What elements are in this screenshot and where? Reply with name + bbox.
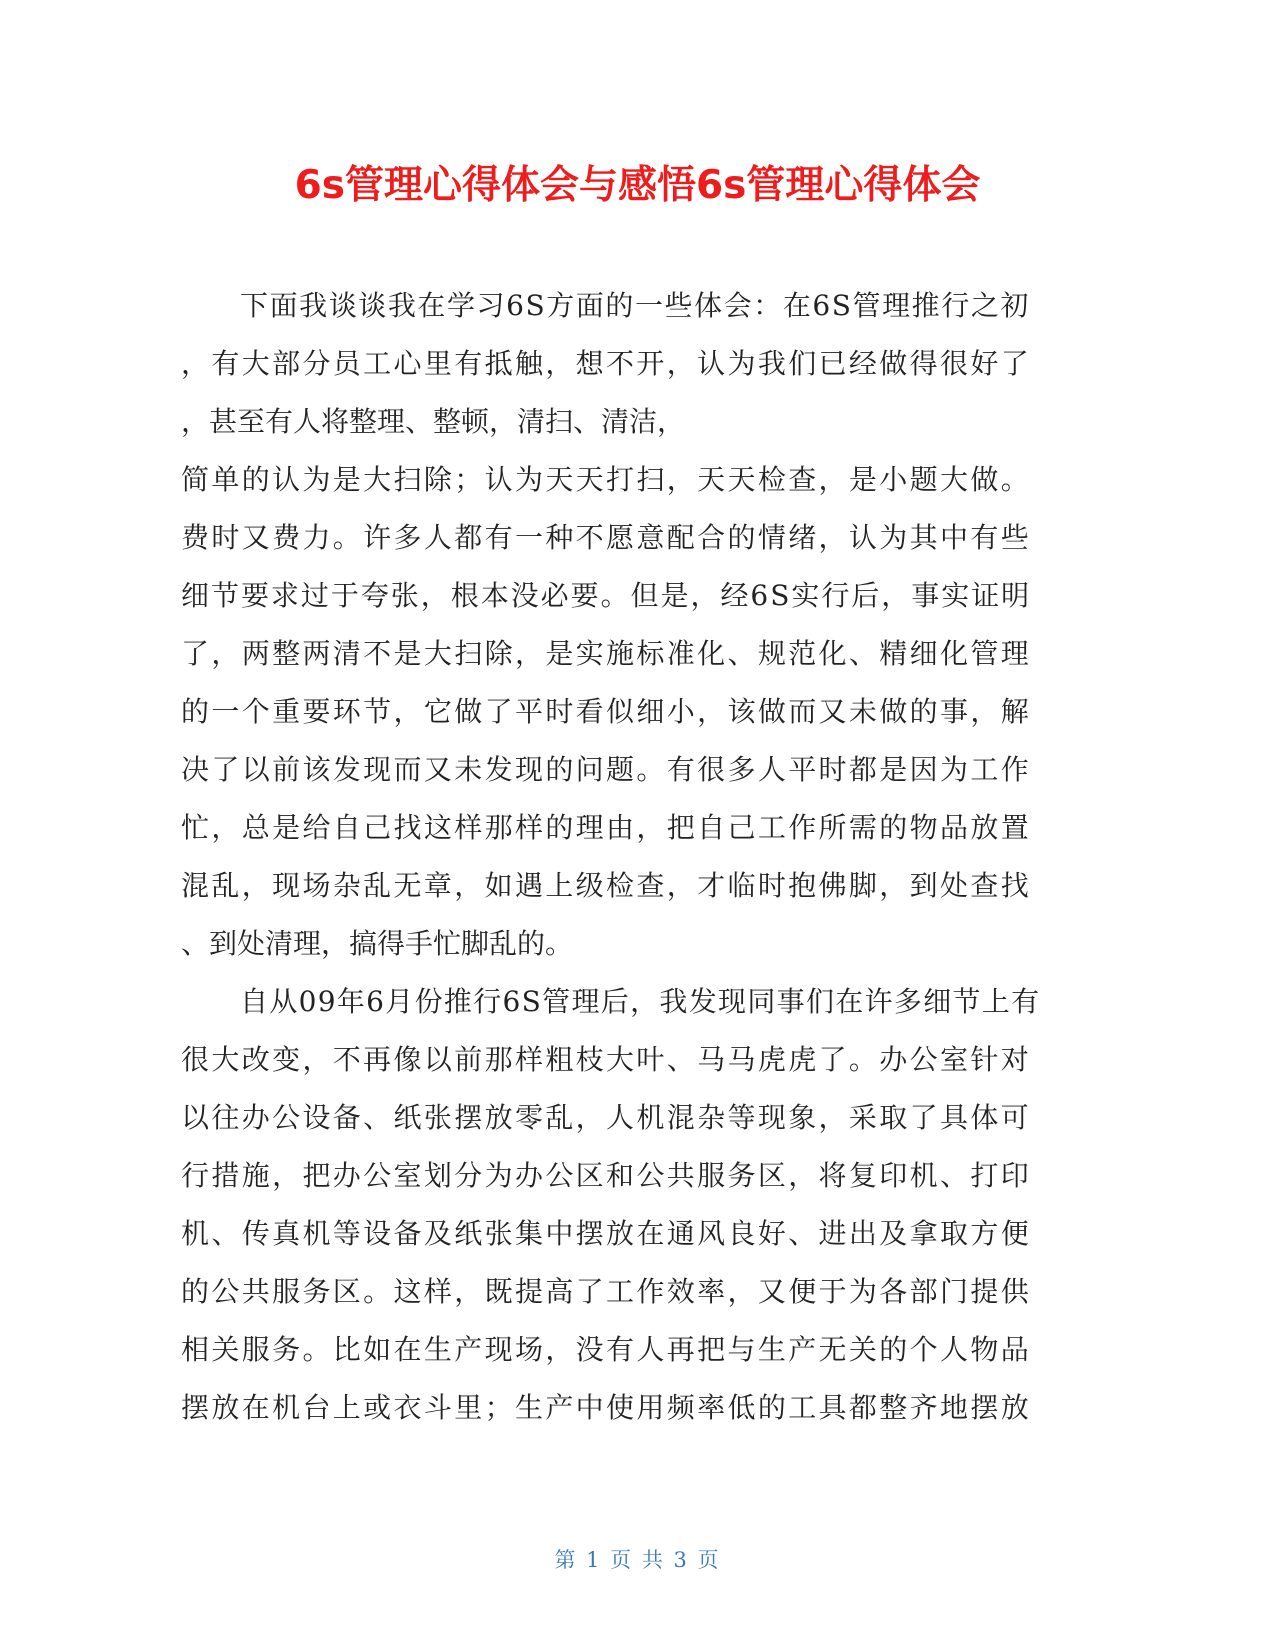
body-line: 决了以前该发现而又未发现的问题。有很多人平时都是因为工作 [181,753,1032,786]
body-line: 机、传真机等设备及纸张集中摆放在通风良好、进出及拿取方便 [181,1217,1032,1250]
body-line: 忙，总是给自己找这样那样的理由，把自己工作所需的物品放置 [181,811,1032,844]
body-line: 的公共服务区。这样，既提高了工作效率，又便于为各部门提供 [181,1275,1032,1308]
body-line: 、到处清理，搞得手忙脚乱的。 [181,927,574,960]
body-line: 了，两整两清不是大扫除，是实施标准化、规范化、精细化管理 [181,637,1032,670]
body-line: ，甚至有人将整理、整顿，清扫、清洁， [181,405,686,438]
document-title: 6s管理心得体会与感悟6s管理心得体会 [294,163,981,208]
body-line: 自从09年6月份推行6S管理后，我发现同事们在许多细节上有 [240,985,1041,1018]
body-line: ，有大部分员工心里有抵触，想不开，认为我们已经做得很好了 [181,347,1032,380]
body-line: 费时又费力。许多人都有一种不愿意配合的情绪，认为其中有些 [181,521,1032,554]
body-line: 细节要求过于夸张，根本没必要。但是，经6S实行后，事实证明 [181,579,1032,612]
body-line: 的一个重要环节，它做了平时看似细小，该做而又未做的事，解 [181,695,1032,728]
body-line: 混乱，现场杂乱无章，如遇上级检查，才临时抱佛脚，到处查找 [181,869,1032,902]
body-line: 下面我谈谈我在学习6S方面的一些体会：在6S管理推行之初 [240,289,1030,322]
body-line: 简单的认为是大扫除；认为天天打扫，天天检查，是小题大做。 [181,463,1032,496]
body-line: 行措施，把办公室划分为办公区和公共服务区，将复印机、打印 [181,1159,1032,1192]
body-line: 相关服务。比如在生产现场，没有人再把与生产无关的个人物品 [181,1333,1032,1366]
body-line: 以往办公设备、纸张摆放零乱，人机混杂等现象，采取了具体可 [181,1101,1032,1134]
body-line: 摆放在机台上或衣斗里；生产中使用频率低的工具都整齐地摆放 [181,1391,1032,1424]
body-line: 很大改变，不再像以前那样粗枝大叶、马马虎虎了。办公室针对 [181,1043,1032,1076]
page-number-footer: 第 1 页 共 3 页 [554,1548,721,1572]
